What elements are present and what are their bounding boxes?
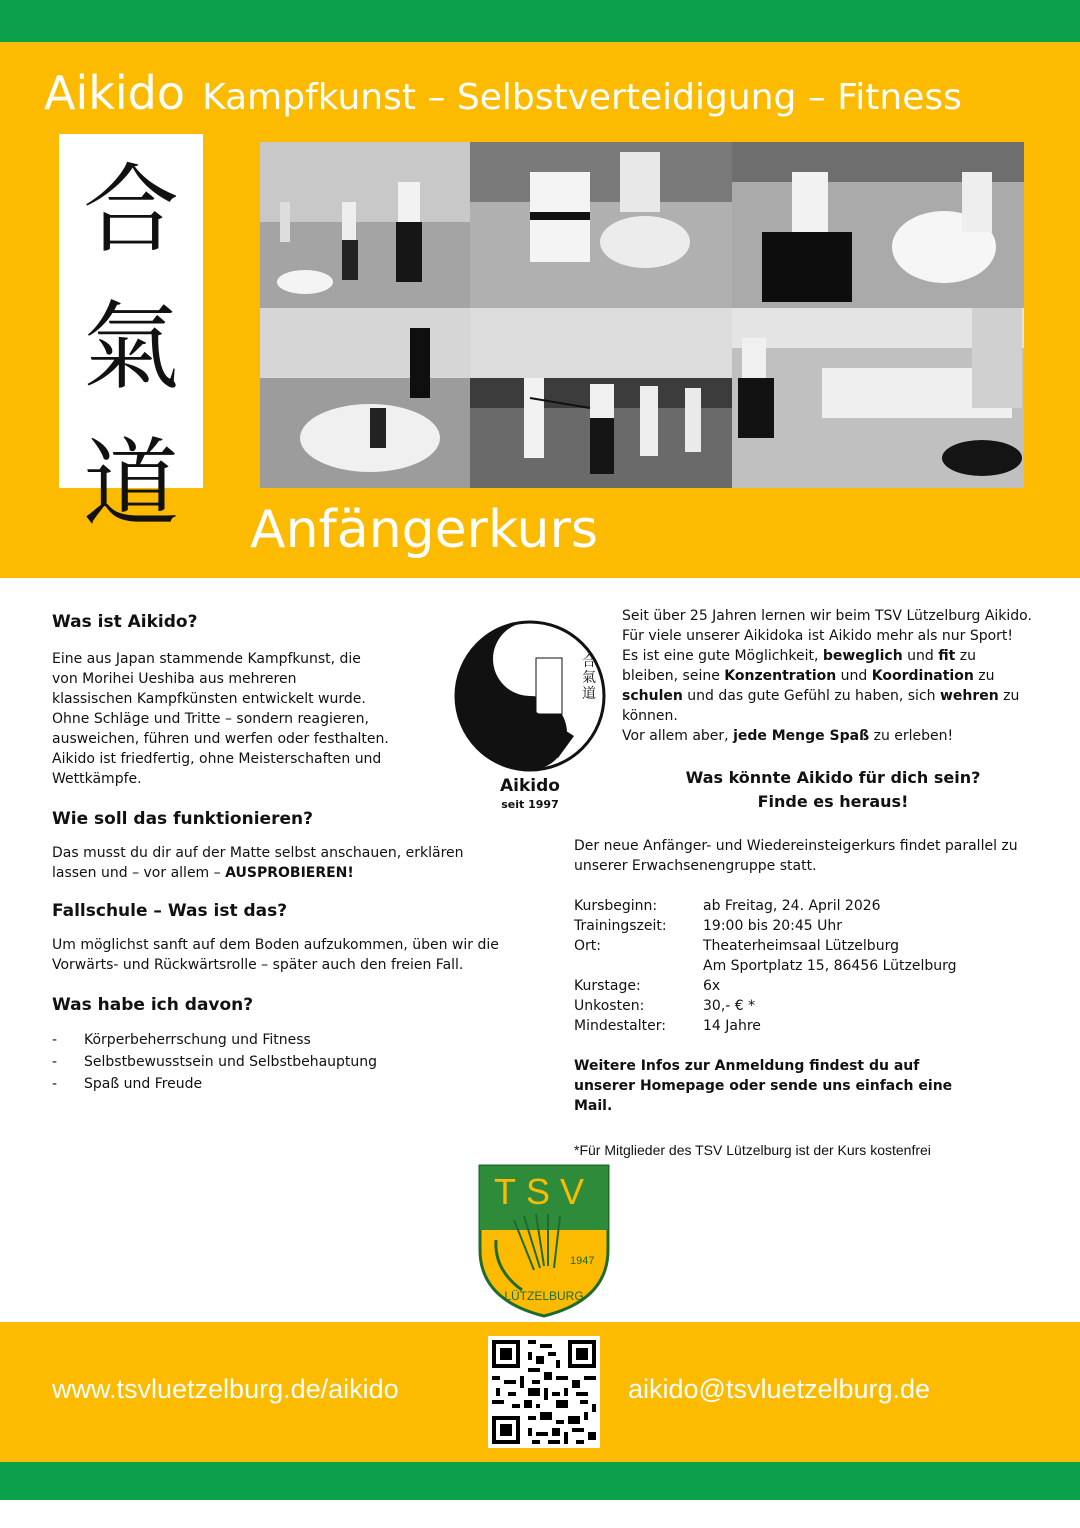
paragraph-try-it [52, 843, 512, 883]
logo-name: Aikido [500, 776, 560, 796]
photo-outdoor-bokken [470, 308, 732, 488]
try-it-emphasis: AUSPROBIEREN! [225, 865, 354, 881]
intro-text: zu können. [622, 688, 1020, 724]
title-subtitle: Kampfkunst – Selbstverteidigung – Fitness [202, 77, 962, 118]
intro-bold-schulen: schulen [622, 688, 683, 704]
photo-collage [260, 142, 1024, 488]
intro-bold-konzentration: Konzentration [724, 668, 837, 684]
svg-text:合: 合 [582, 654, 596, 670]
website-link[interactable]: www.tsvluetzelburg.de/aikido [52, 1374, 399, 1404]
table-row: Kurstage: 6x [574, 978, 721, 994]
intro-bold-koordination: Koordination [871, 668, 974, 684]
title-main: Aikido [44, 66, 186, 120]
table-row: Kursbeginn: ab Freitag, 24. April 2026 [574, 898, 881, 914]
paragraph-intro [622, 606, 1032, 726]
paragraph-origin: Eine aus Japan stammende Kampfkunst, die von Morihei Ueshiba aus mehreren klassischen Kampfkünsten entwickelt wurde. [52, 651, 366, 707]
table-row: Am Sportplatz 15, 86456 Lützelburg [703, 958, 957, 974]
svg-text:道: 道 [582, 686, 596, 702]
table-row: Trainingszeit: 19:00 bis 20:45 Uhr [574, 918, 842, 934]
photo-dojo-kneeling [260, 142, 470, 308]
paragraph-principles: Ohne Schläge und Tritte – sondern reagieren, ausweichen, führen und werfen oder festhalten. Aikido ist friedfertig, ohne Meisterschaften und Wettkämpfe. [52, 711, 389, 787]
photo-seiza-row [732, 308, 1024, 488]
intro-text: und das gute Gefühl zu haben, sich [682, 688, 940, 704]
crest-letters: TSV [493, 1171, 595, 1212]
table-row: Unkosten: 30,- € * [574, 998, 756, 1014]
svg-text:氣: 氣 [582, 670, 596, 686]
qr-code-icon [488, 1336, 600, 1448]
list-item: - Körperbeherrschung und Fitness [52, 1029, 522, 1051]
intro-bold-fit: fit [938, 648, 956, 664]
logo-since: seit 1997 [501, 798, 559, 811]
kanji-scroll [59, 134, 203, 540]
try-it-text: Das musst du dir auf der Matte selbst anschauen, erklären lassen und – vor allem – [52, 845, 464, 881]
list-item: - Selbstbewusstsein und Selbstbehauptung [52, 1051, 522, 1073]
page-title [44, 66, 962, 120]
heading-how-it-works: Wie soll das funktionieren? [52, 809, 313, 829]
course-title: Anfängerkurs [250, 500, 598, 560]
crest-year: 1947 [570, 1255, 595, 1267]
email-link[interactable]: aikido@tsvluetzelburg.de [628, 1374, 931, 1404]
fun-bold: jede Menge Spaß [733, 728, 870, 744]
course-details-table [574, 896, 957, 1036]
fun-text: Vor allem aber, [622, 728, 734, 744]
intro-text: zu [973, 668, 995, 684]
right-column [574, 606, 1034, 1158]
qr-code [488, 1336, 600, 1448]
intro-text: und [836, 668, 872, 684]
cta-question: Was könnte Aikido für dich sein? [685, 768, 981, 787]
cta-find-out: Finde es heraus! [757, 792, 909, 811]
intro-bold-beweglich: beweglich [822, 648, 903, 664]
heading-fallschule: Fallschule – Was ist das? [52, 901, 288, 921]
paragraph-more-info: Weitere Infos zur Anmeldung findest du auf unserer Homepage oder sende uns einfach eine Mail. [574, 1058, 953, 1114]
intro-text: Seit über 25 Jahren lernen wir beim TSV Lützelburg Aikido. Für viele unserer Aikidoka ist Aikido mehr als nur Sport! Es ist eine gute Möglichkeit, [622, 608, 1032, 664]
tsv-crest [474, 1160, 614, 1320]
intro-text: und [902, 648, 939, 664]
bottom-green-band [0, 1462, 1080, 1500]
photo-throw [470, 142, 732, 308]
call-to-action [574, 766, 1034, 814]
footnote: *Für Mitglieder des TSV Lützelburg ist der Kurs kostenfrei [574, 1142, 931, 1158]
crest-town: LÜTZELBURG [504, 1289, 584, 1303]
photo-hakama-pair [732, 142, 1024, 308]
paragraph-fallschule: Um möglichst sanft auf dem Boden aufzukommen, üben wir die Vorwärts- und Rückwärtsrolle – später auch den freien Fall. [52, 937, 499, 973]
kanji-do: 道 [83, 428, 179, 540]
tsv-shield-emblem [474, 1160, 614, 1320]
heading-what-is-aikido: Was ist Aikido? [52, 612, 198, 632]
photo-pin [260, 308, 470, 488]
kanji-ai: 合 [83, 154, 179, 266]
table-row: Mindestalter: 14 Jahre [574, 1018, 761, 1034]
paragraph-fun [622, 726, 1034, 746]
fun-text: zu erleben! [869, 728, 954, 744]
intro-bold-wehren: wehren [939, 688, 999, 704]
paragraph-parallel: Der neue Anfänger- und Wiedereinsteigerkurs findet parallel zu unserer Erwachsenengruppe statt. [574, 838, 1018, 874]
benefits-list [52, 1029, 522, 1095]
kanji-ki: 氣 [83, 291, 179, 403]
intro-text: zu bleiben, seine [622, 648, 976, 684]
top-green-band [0, 0, 1080, 42]
list-item: - Spaß und Freude [52, 1073, 522, 1095]
heading-benefits: Was habe ich davon? [52, 995, 254, 1015]
table-row: Ort: Theaterheimsaal Lützelburg [574, 938, 899, 954]
